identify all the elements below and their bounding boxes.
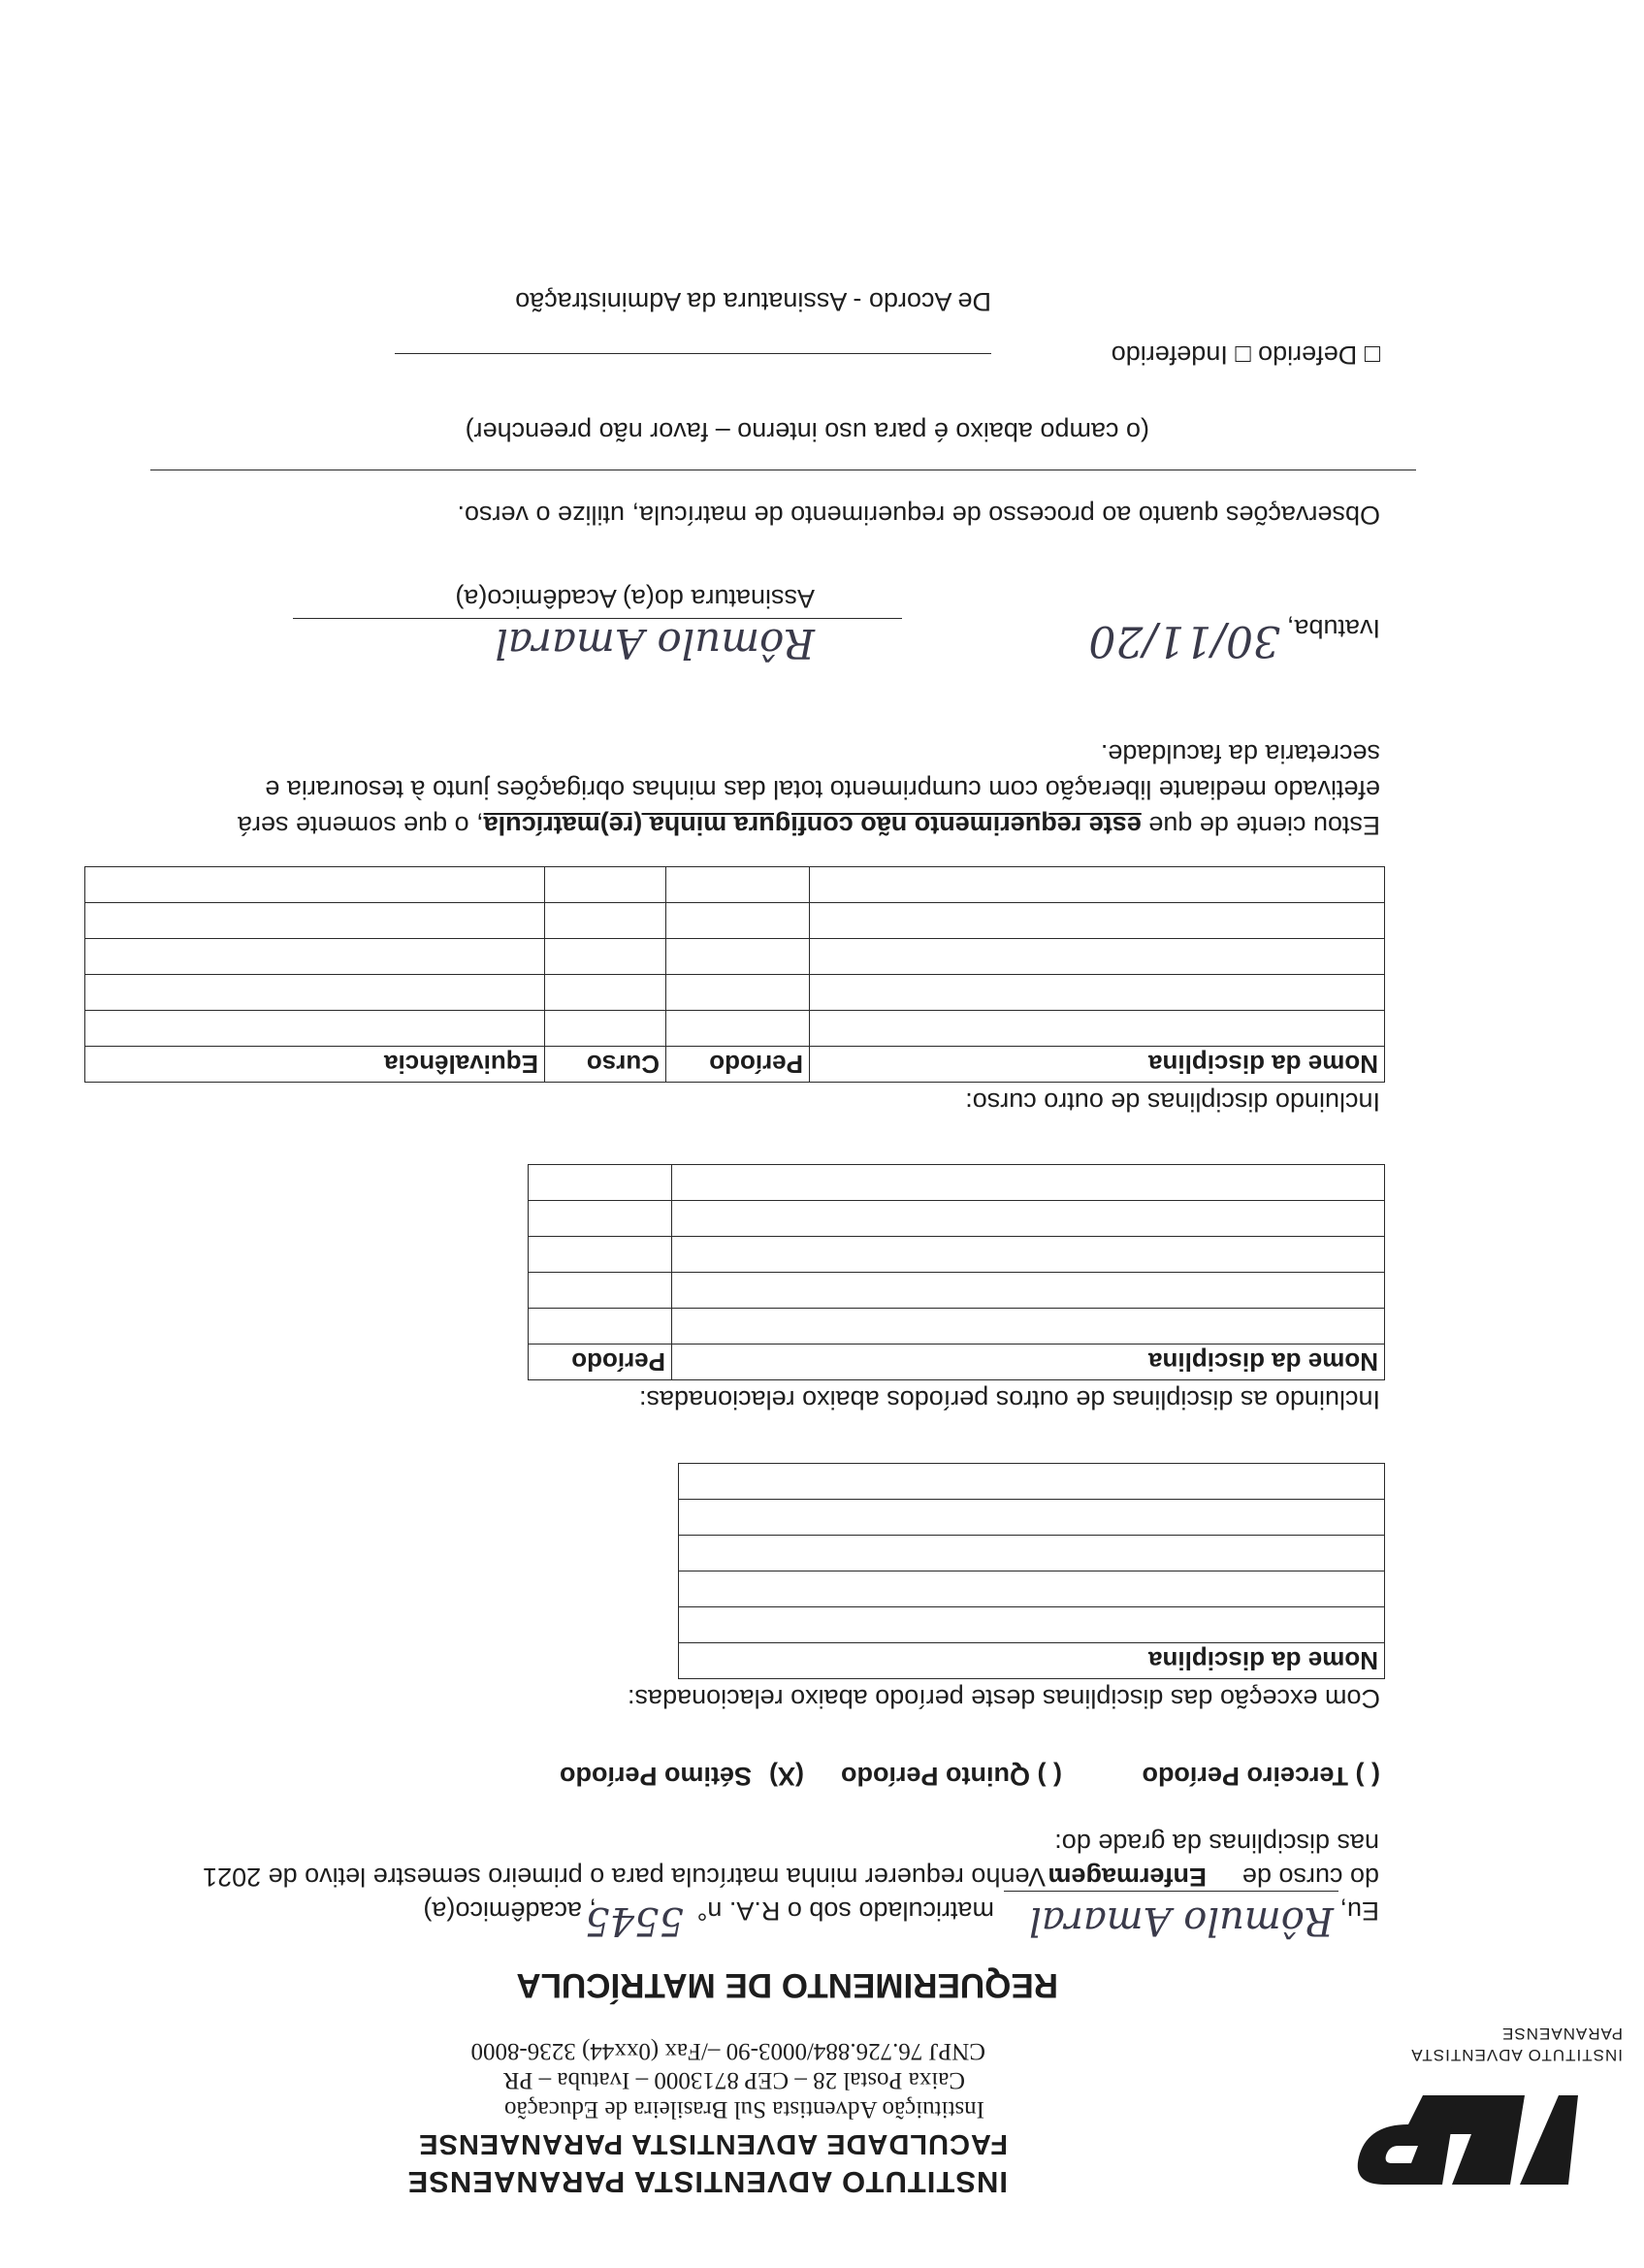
option-setimo-periodo: Sétimo Período xyxy=(559,1762,752,1791)
notice-emphasis: este requerimento não configura minha (re)matrícula xyxy=(483,811,1142,840)
option-setimo-mark[interactable]: (X) xyxy=(769,1762,804,1791)
iap-logo xyxy=(1345,2086,1578,2192)
section3-cell[interactable] xyxy=(545,939,666,975)
section2-row-period[interactable] xyxy=(529,1237,672,1273)
eu-label: Eu, xyxy=(1339,1896,1379,1926)
section3-header-period: Período xyxy=(666,1047,810,1083)
notice-line-3: secretaria da faculdade. xyxy=(1100,739,1380,768)
section2-row-period[interactable] xyxy=(529,1201,672,1237)
section1-table xyxy=(678,1463,1385,1679)
section3-row[interactable] xyxy=(810,1011,1385,1047)
iap-logo-icon xyxy=(1345,2086,1578,2192)
section1-row[interactable] xyxy=(679,1536,1385,1571)
section1-row[interactable] xyxy=(679,1464,1385,1500)
section1-row[interactable] xyxy=(679,1607,1385,1643)
faculty-name: FACULDADE ADVENTISTA PARANAENSE xyxy=(418,2128,1008,2159)
date-handwritten: 30/11/20 xyxy=(1088,616,1280,665)
section3-row[interactable] xyxy=(810,903,1385,939)
section2-label: Incluindo as disciplinas de outros períodos abaixo relacionadas: xyxy=(639,1385,1380,1414)
section3-cell[interactable] xyxy=(666,1011,810,1047)
section3-label: Incluindo disciplinas de outro curso: xyxy=(965,1087,1380,1117)
section2-row[interactable] xyxy=(672,1309,1385,1345)
logo-subtitle-2: PARANAENSE xyxy=(1501,2025,1623,2043)
signature-label: Assinatura do(a) Acadêmico(a) xyxy=(455,584,815,613)
section3-cell[interactable] xyxy=(85,903,545,939)
course-name: Enfermagem xyxy=(1048,1863,1207,1892)
section3-cell[interactable] xyxy=(85,1011,545,1047)
section3-cell[interactable] xyxy=(666,867,810,903)
grade-text: nas disciplinas da grade do: xyxy=(1054,1829,1379,1858)
section3-header-name: Nome da disciplina xyxy=(810,1047,1385,1083)
student-name-handwritten: Rômulo Amaral xyxy=(1029,1898,1334,1943)
internal-note: (o campo abaixo é para uso interno – favor não preencher) xyxy=(465,417,1149,446)
section3-row[interactable] xyxy=(810,975,1385,1011)
logo-subtitle-1: INSTITUTO ADVENTISTA xyxy=(1410,2046,1623,2064)
section2-row[interactable] xyxy=(672,1165,1385,1201)
matriculado-text: matriculado sob o R.A. n° xyxy=(696,1896,994,1926)
section2-row[interactable] xyxy=(672,1201,1385,1237)
page-title: REQUERIMENTO DE MATRÍCULA xyxy=(516,1966,1058,2004)
notice-line-1 xyxy=(238,810,1380,840)
section3-cell[interactable] xyxy=(666,975,810,1011)
section3-cell[interactable] xyxy=(85,867,545,903)
ra-handwritten: 5545 xyxy=(585,1898,684,1943)
notice-line-2: efetivado mediante liberação com cumprimento total das minhas obrigações junto à tesouraria e xyxy=(265,775,1380,804)
option-quinto-periodo[interactable]: ( ) Quinto Período xyxy=(841,1762,1062,1791)
section1-label: Com exceção das disciplinas deste período abaixo relacionadas: xyxy=(628,1684,1380,1713)
section3-cell[interactable] xyxy=(85,975,545,1011)
student-signature-handwritten: Rômulo Amaral xyxy=(495,620,815,667)
section2-header-period: Período xyxy=(529,1345,672,1380)
admin-signature-label: De Acordo - Assinatura da Administração xyxy=(515,287,991,316)
section3-cell[interactable] xyxy=(545,975,666,1011)
section2-header-name: Nome da disciplina xyxy=(672,1345,1385,1380)
section2-row-period[interactable] xyxy=(529,1273,672,1309)
notice-part-3: , o que somente será xyxy=(238,811,484,840)
academico-text: , acadêmico(a) xyxy=(423,1896,596,1926)
section3-table xyxy=(84,866,1385,1083)
section3-cell[interactable] xyxy=(85,939,545,975)
institute-name: INSTITUTO ADVENTISTA PARANAENSE xyxy=(406,2165,1008,2199)
notice-part-1: Estou ciente de que xyxy=(1141,811,1380,840)
section2-row-period[interactable] xyxy=(529,1165,672,1201)
header-line-2: Caixa Postal 28 – CEP 8713000 – Ivatuba – PR xyxy=(502,2067,965,2093)
section1-row[interactable] xyxy=(679,1500,1385,1536)
do-curso-label: do curso de xyxy=(1241,1863,1379,1892)
city-label: Ivatuba, xyxy=(1286,614,1380,643)
option-terceiro-periodo[interactable]: ( ) Terceiro Período xyxy=(1142,1762,1380,1791)
section3-cell[interactable] xyxy=(545,903,666,939)
header-line-3: CNPJ 76.726.884/0003-90 –/Fax (0xx44) 3236-8000 xyxy=(470,2038,985,2064)
section3-cell[interactable] xyxy=(666,939,810,975)
section1-header-name: Nome da disciplina xyxy=(679,1643,1385,1679)
observations-text: Observações quanto ao processo de requerimento de matrícula, utilize o verso. xyxy=(457,501,1380,530)
section3-header-equiv: Equivalência xyxy=(85,1047,545,1083)
section1-row[interactable] xyxy=(679,1571,1385,1607)
section2-row-period[interactable] xyxy=(529,1309,672,1345)
section3-cell[interactable] xyxy=(545,1011,666,1047)
section2-row[interactable] xyxy=(672,1237,1385,1273)
section2-row[interactable] xyxy=(672,1273,1385,1309)
signature-line xyxy=(293,618,902,619)
section3-cell[interactable] xyxy=(666,903,810,939)
section3-row[interactable] xyxy=(810,867,1385,903)
admin-signature-line xyxy=(395,353,991,354)
section2-table xyxy=(528,1164,1385,1380)
section3-row[interactable] xyxy=(810,939,1385,975)
deferido-options[interactable]: □ Deferido □ Indeferido xyxy=(1111,340,1380,370)
request-text: . Venho requerer minha matrícula para o primeiro semestre letivo de 2021 xyxy=(203,1863,1060,1892)
section3-cell[interactable] xyxy=(545,867,666,903)
header-line-1: Instituição Adventista Sul Brasileira de Educação xyxy=(504,2096,984,2122)
section3-header-course: Curso xyxy=(545,1047,666,1083)
